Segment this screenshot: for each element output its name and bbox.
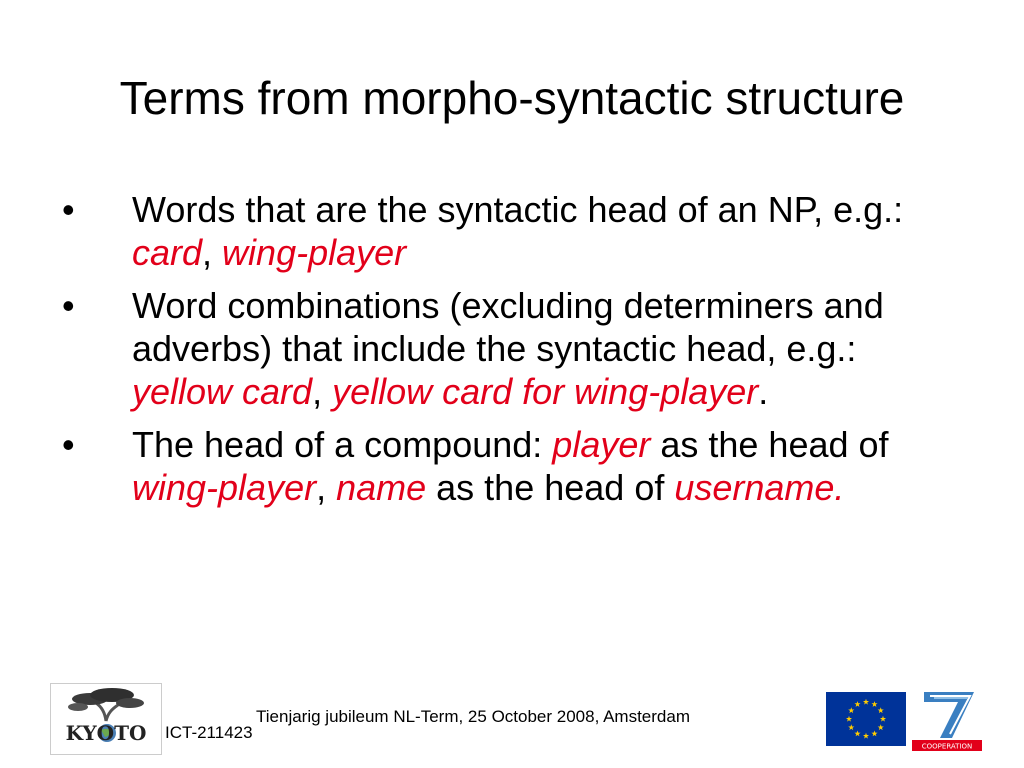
bullet-text-segment: as the head of [650,424,889,465]
bullet-item [58,188,958,274]
bullet-text-segment: . [758,371,769,412]
example-term: yellow card for wing-player [332,371,759,412]
bullet-text-segment: , [316,467,337,508]
eu-flag-icon [826,692,906,746]
example-term: name [336,467,427,508]
bullet-symbol: • [62,424,75,465]
bullet-symbol: • [62,285,75,326]
cooperation-label: COOPERATION [921,742,973,751]
bullet-symbol: • [62,189,75,230]
bullet-text-segment: as the head of [426,467,675,508]
tree-foliage [116,698,144,708]
fp7-cooperation-logo [910,688,984,752]
example-term: username. [674,467,845,508]
example-term: player [552,424,651,465]
kyoto-logo-text: KYOTO [65,721,147,745]
example-term: wing-player [132,467,317,508]
example-term: wing-player [222,232,407,273]
bullet-item [58,423,958,509]
slide-title: Terms from morpho-syntactic structure [119,72,905,124]
bullet-text-segment: , [312,371,333,412]
footer-event: Tienjarig jubileum NL-Term, 25 October 2008, Amsterdam [256,707,690,726]
project-id: ICT-211423 [165,723,253,742]
bullet-text-segment: Words that are the syntactic head of an NP, e.g.: [132,189,904,230]
example-term: yellow card [132,371,313,412]
bullet-text-segment: Word combinations (excluding determiners and adverbs) that include the syntactic head, e.g.: [132,285,884,369]
bullet-item [58,284,958,413]
example-term: card [132,232,203,273]
bullet-text-segment: , [202,232,223,273]
tree-foliage [68,703,88,711]
kyoto-logo [50,683,162,755]
bullet-list [58,188,958,519]
bullet-text-segment: The head of a compound: [132,424,553,465]
